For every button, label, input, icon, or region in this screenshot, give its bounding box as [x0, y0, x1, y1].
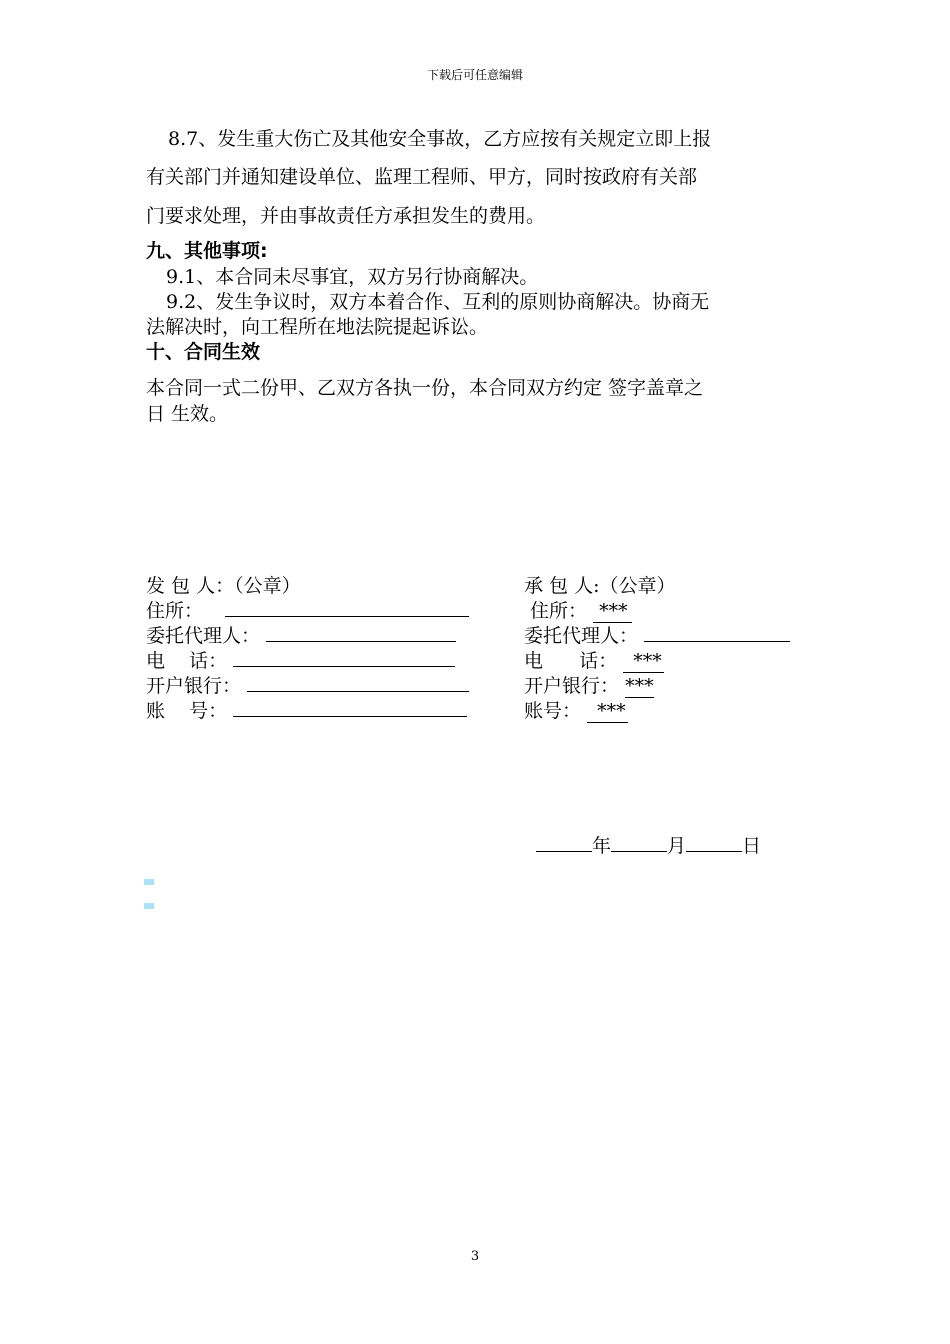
section-9-title: 九、其他事项:: [146, 240, 268, 262]
employer-agent-label: 委托代理人：: [146, 625, 261, 647]
contractor-account-value: ***: [587, 700, 628, 723]
year-blank: [536, 833, 592, 852]
employer-phone-label: 电 话：: [146, 650, 228, 672]
employer-account-blank: [233, 698, 467, 717]
effect-line1: 本合同一式二份甲、乙双方各执一份，本合同双方约定 签字盖章之: [146, 377, 704, 399]
day-blank: [686, 833, 742, 852]
bookmark-marker: [144, 879, 154, 885]
contractor-phone-value: ***: [623, 650, 664, 673]
employer-bank-blank: [247, 673, 469, 692]
employer-agent-row: [146, 621, 456, 648]
clause-9-2-line1: 9.2、发生争议时，双方本着合作、互利的原则协商解决。协商无: [166, 291, 710, 313]
bookmark-marker: [144, 903, 154, 909]
contractor-bank-row: [524, 671, 654, 698]
clause-9-1: 9.1、本合同未尽事宜，双方另行协商解决。: [166, 266, 539, 288]
employer-phone-row: [146, 646, 455, 673]
employer-account-label: 账 号：: [146, 700, 228, 722]
section-10-title: 十、合同生效: [146, 341, 261, 363]
employer-phone-blank: [233, 648, 455, 667]
employer-bank-row: [146, 671, 469, 698]
clause-8-7-line3: 门要求处理，并由事故责任方承担发生的费用。: [146, 205, 546, 227]
employer-account-row: [146, 696, 467, 723]
contractor-account-row: [524, 696, 628, 723]
contractor-party-label: 承 包 人:（公章）: [524, 575, 676, 597]
year-label: 年: [592, 835, 612, 857]
clause-8-7-line1: 8.7、发生重大伤亡及其他安全事故，乙方应按有关规定立即上报: [168, 128, 712, 150]
employer-address-blank: [225, 598, 469, 617]
clause-8-7-line2: 有关部门并通知建设单位、监理工程师、甲方，同时按政府有关部: [146, 166, 698, 188]
contractor-agent-label: 委托代理人：: [524, 625, 639, 647]
date-line: [536, 831, 761, 858]
employer-address-label: 住所：: [146, 600, 204, 622]
month-blank: [611, 833, 667, 852]
contractor-address-row: [530, 596, 632, 623]
employer-bank-label: 开户银行：: [146, 675, 242, 697]
contractor-address-label: 住所：: [530, 600, 588, 622]
contractor-phone-row: [524, 646, 664, 673]
page-number: 3: [470, 1249, 480, 1264]
page-header: 下载后可任意编辑: [426, 68, 523, 82]
contractor-bank-label: 开户银行：: [524, 675, 620, 697]
contractor-phone-label: 电 话：: [524, 650, 618, 672]
clause-9-2-line2: 法解决时，向工程所在地法院提起诉讼。: [146, 316, 489, 338]
employer-agent-blank: [266, 623, 456, 642]
contractor-agent-row: [524, 621, 790, 648]
contractor-agent-blank: [644, 623, 790, 642]
employer-party-label: 发 包 人：（公章）: [146, 575, 301, 597]
effect-line2: 日 生效。: [146, 403, 229, 425]
contractor-account-label: 账号：: [524, 700, 582, 722]
contractor-address-value: ***: [593, 600, 632, 623]
employer-address-row: [146, 596, 469, 623]
day-label: 日: [742, 835, 762, 857]
month-label: 月: [667, 835, 687, 857]
contractor-bank-value: ***: [625, 675, 654, 697]
